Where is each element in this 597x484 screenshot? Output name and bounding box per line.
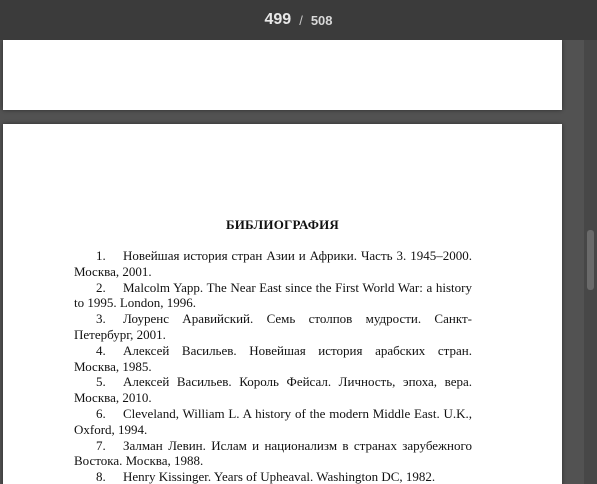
entry-number: 3. bbox=[96, 311, 106, 327]
entry-text: Malcolm Yapp. The Near East since the First World War: a history to 1995. London, 1996. bbox=[74, 279, 472, 311]
bibliography-entry bbox=[74, 469, 472, 484]
bibliography-list bbox=[74, 248, 472, 484]
entry-number: 5. bbox=[96, 374, 106, 390]
bibliography-heading: БИБЛИОГРАФИЯ bbox=[225, 217, 340, 232]
previous-page bbox=[3, 40, 562, 110]
pdf-toolbar bbox=[0, 0, 597, 40]
entry-number: 1. bbox=[96, 248, 106, 263]
bibliography-entry bbox=[74, 343, 472, 375]
current-page bbox=[3, 124, 562, 484]
entry-text: Залман Левин. Ислам и национализм в странах зарубежного Востока. Москва, 1988. bbox=[74, 437, 472, 469]
page-separator: / bbox=[299, 12, 303, 28]
bibliography-entry bbox=[74, 311, 472, 343]
document-viewer[interactable] bbox=[0, 40, 597, 484]
entry-text: Henry Kissinger. Years of Upheaval. Washington DC, 1982. bbox=[123, 469, 436, 484]
entry-text: Cleveland, William L. A history of the modern Middle East. U.K., Oxford, 1994. bbox=[74, 405, 472, 437]
bibliography-entry bbox=[74, 438, 472, 470]
entry-text: Алексей Васильев. Король Фейсал. Личность, эпоха, вера. Москва, 2010. bbox=[74, 374, 472, 406]
entry-text: Лоуренс Аравийский. Семь столпов мудрости. Санкт-Петербург, 2001. bbox=[74, 311, 472, 342]
entry-number: 7. bbox=[96, 437, 106, 453]
current-page-number[interactable]: 499 bbox=[264, 11, 292, 28]
vertical-scrollbar[interactable] bbox=[584, 40, 597, 484]
entry-text: Новейшая история стран Азии и Африки. Часть 3. 1945–2000. Москва, 2001. bbox=[74, 248, 472, 279]
entry-number: 2. bbox=[96, 279, 106, 295]
bibliography-entry bbox=[74, 248, 472, 280]
bibliography-entry bbox=[74, 280, 472, 312]
entry-number: 4. bbox=[96, 342, 106, 358]
bibliography-entry bbox=[74, 374, 472, 406]
entry-text: Алексей Васильев. Новейшая история арабских стран. Москва, 1985. bbox=[74, 342, 472, 374]
entry-number: 6. bbox=[96, 405, 106, 421]
scrollbar-thumb[interactable] bbox=[587, 230, 594, 290]
total-pages: 508 bbox=[310, 12, 333, 28]
entry-number: 8. bbox=[96, 469, 106, 484]
bibliography-entry bbox=[74, 406, 472, 438]
